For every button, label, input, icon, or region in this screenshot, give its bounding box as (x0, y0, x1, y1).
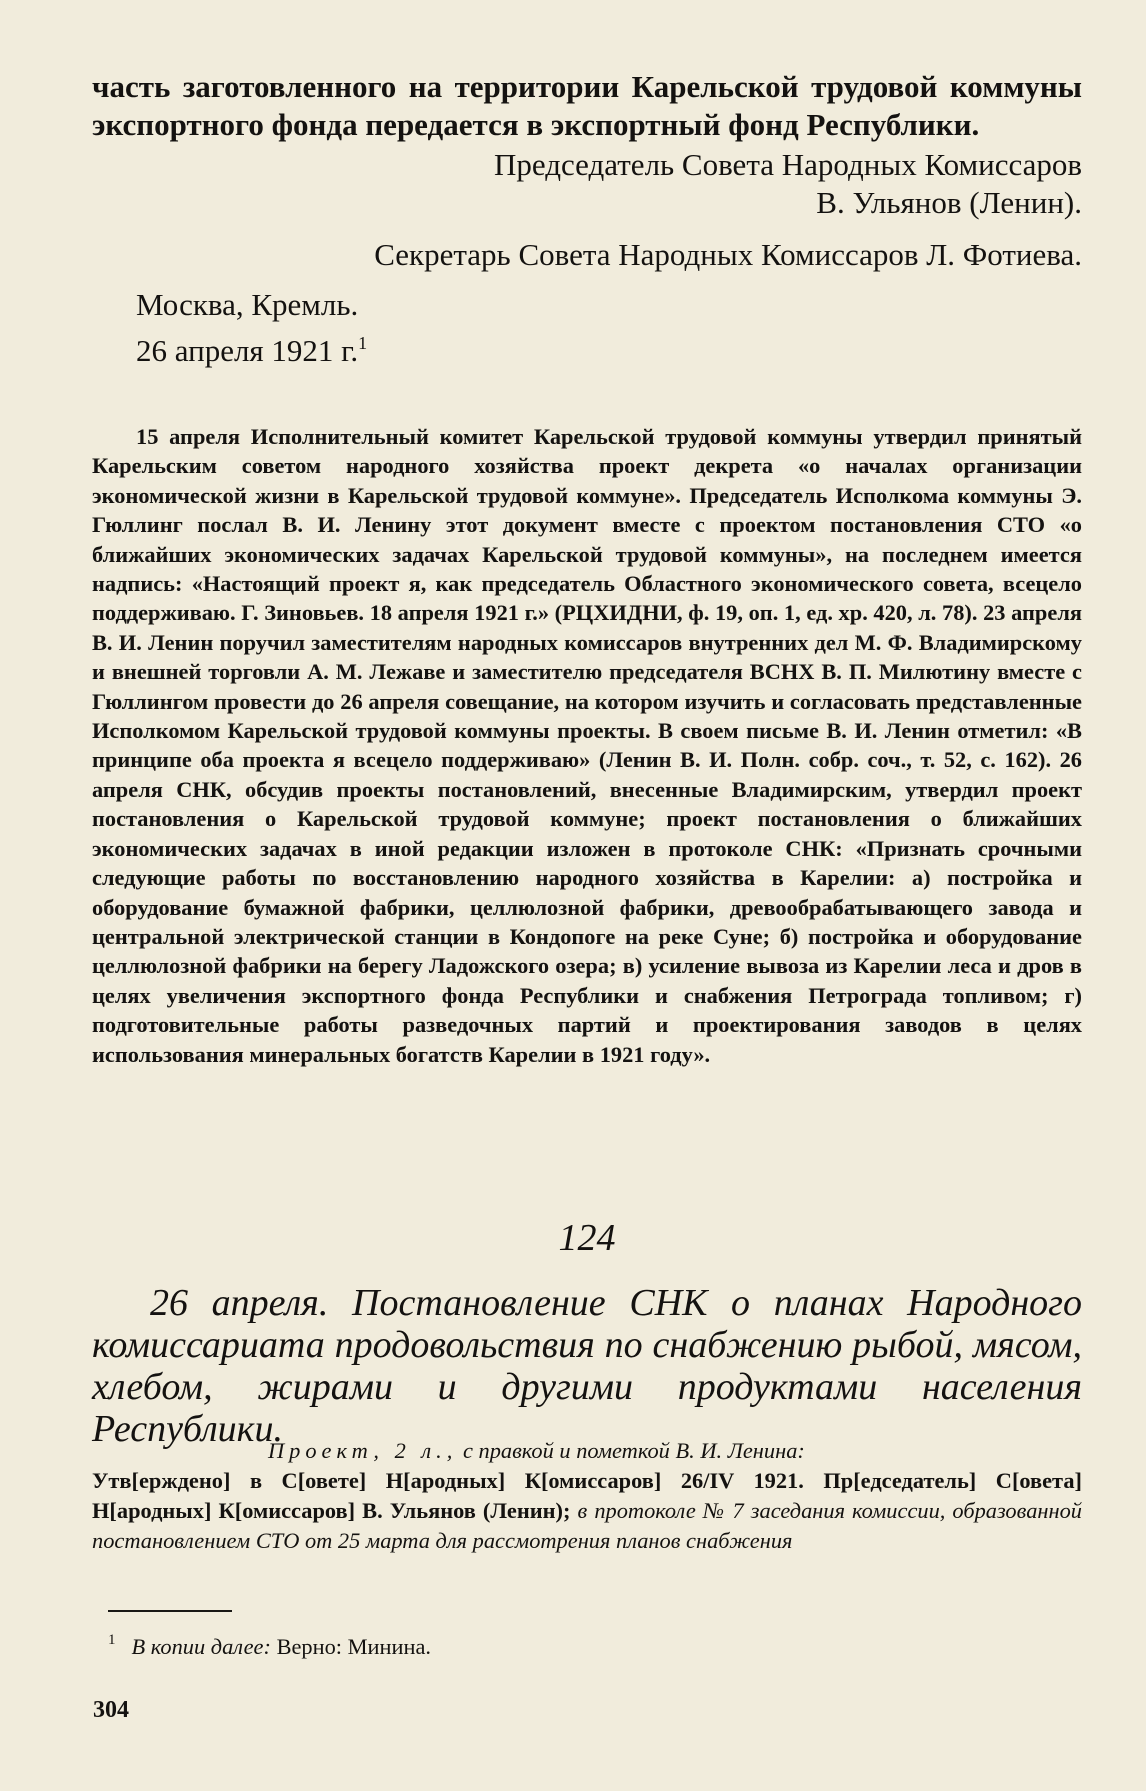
footnote-text: Верно: Минина. (276, 1634, 432, 1659)
editorial-note (92, 422, 1082, 1069)
signer2: Секретарь Совета Народных Комиссаров Л. Фотиева. (374, 237, 1082, 272)
source-note-cont (92, 1466, 1082, 1556)
document-title: 26 апреля. Постановление СНК о планах Народного комиссариата продовольствия по снабжению рыбой, мясом, хлебом, жирами и другими продуктами населения Республики. (92, 1282, 1082, 1450)
note-text: 15 апреля Исполнительный комитет Карельской трудовой коммуны утвердил принятый Карельским советом народного хозяйства проект декрета «о началах организации экономической жизни в Карельской трудовой коммуне». Председатель Исполкома коммуны Э. Гюллинг послал В. И. Ленину этот документ вместе с проектом постановления СТО «о ближайших экономических задачах Карельской трудовой коммуны», на последнем имеется надпись: «Настоящий проект я, как председатель Областного экономического совета, всецело поддерживаю. Г. Зиновьев. 18 апреля 1921 г.» (РЦХИДНИ, ф. 19, оп. 1, ед. хр. 420, л. 78). 23 апреля В. И. Ленин поручил заместителям народных комиссаров внутренних дел М. Ф. Владимирскому и внешней торговли А. М. Лежаве и заместителю председателя ВСНХ В. П. Милютину вместе с Гюллингом провести до 26 апреля совещание, на котором изучить и согласовать представленные Исполкомом Карельской трудовой коммуны проекты. В своем письме В. И. Ленин отметил: «В принципе оба проекта я всецело поддерживаю» (Ленин В. И. Полн. собр. соч., т. 52, с. 162). 26 апреля СНК, обсудив проекты постановлений, внесенные Владимирским, утвердил проект постановления о Карельской трудовой коммуне; проект постановления о ближайших экономических задачах в иной редакции изложен в протоколе СНК: «Признать срочными следующие работы по восстановлению народного хозяйства в Карелии: а) постройка и оборудование бумажной фабрики, целлюлозной фабрики, древообрабатывающего завода и центральной электрической станции в Кондопоге на реке Суне; б) постройка и оборудование целлюлозной фабрики на берегу Ладожского озера; в) усиление вывоза из Карелии леса и дров в целях увеличения экспортного фонда Республики и снабжения Петрограда топливом; г) подготовительные работы разведочных партий и проектирования заводов в целях использования минеральных богатств Карелии в 1921 году». (92, 424, 1082, 1067)
page-number: 304 (93, 1697, 129, 1723)
footnote (108, 1625, 431, 1662)
source-note (268, 1436, 1090, 1466)
source-bold: Утв[ерждено] в С[овете] Н[ародных] К[омиссаров] 26/IV 1921. Пр[едседатель] С[овета] Н[ародных] К[омиссаров] В. Ульянов (Ленин); (92, 1468, 1082, 1523)
source-text (268, 1436, 1090, 1466)
date: 26 апреля 1921 г. (136, 333, 359, 368)
document-heading (92, 1216, 1082, 1450)
source-spaced: Проект, 2 л., (268, 1438, 458, 1463)
date-line (136, 324, 1082, 370)
signer1-name: В. Ульянов (Ленин). (816, 185, 1082, 220)
signer1-title: Председатель Совета Народных Комиссаров (494, 147, 1082, 182)
source-italic2: в протоколе № 7 заседания комиссии, образованной постановлением СТО от 25 марта для рассмотрения планов снабжения (92, 1498, 1082, 1553)
footnote-rule (108, 1610, 232, 1612)
footnote-italic: В копии далее: (131, 1634, 271, 1659)
place: Москва, Кремль. (136, 287, 359, 322)
footnote-mark: 1 (108, 1632, 116, 1648)
footnote-ref: 1 (358, 333, 368, 353)
source-text-cont (92, 1466, 1082, 1556)
top-section (92, 68, 1082, 370)
closing-paragraph: часть заготовленного на территории Карельской трудовой коммуны экспортного фонда передается в экспортный фонд Республики. (92, 69, 1082, 142)
source-italic1: с правкой и пометкой В. И. Ленина: (462, 1438, 805, 1463)
document-number: 124 (558, 1217, 616, 1259)
